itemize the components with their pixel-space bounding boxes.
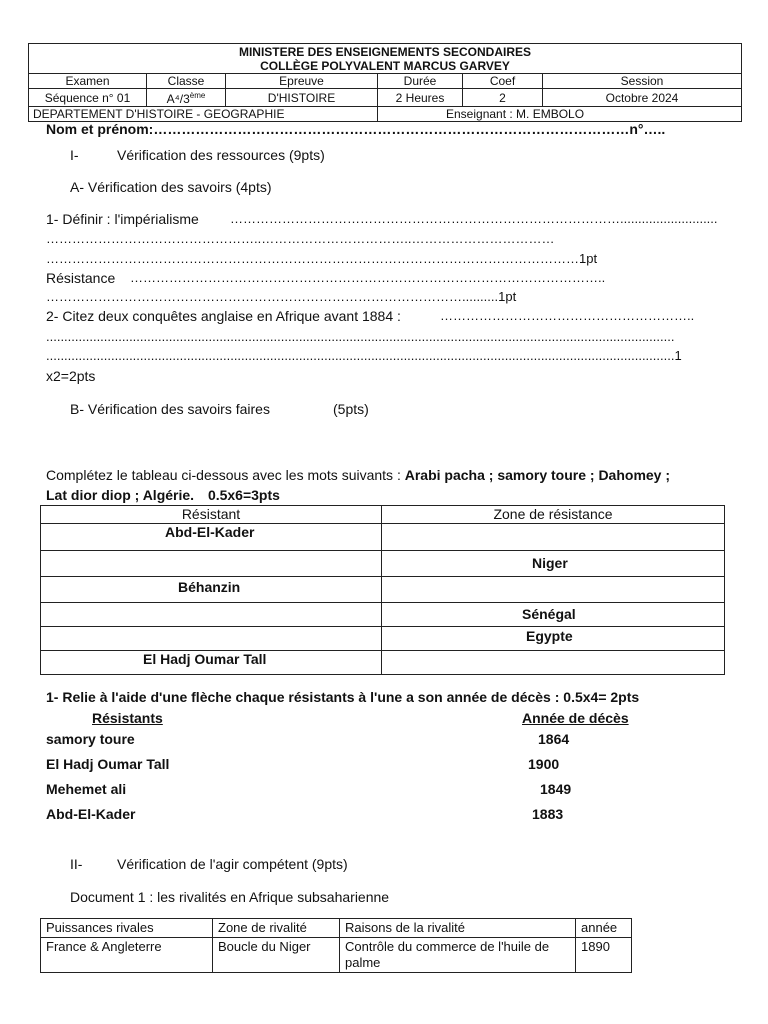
resistance-table	[40, 505, 725, 675]
college-title: COLLÈGE POLYVALENT MARCUS GARVEY	[260, 58, 510, 73]
table-cell: Sénégal	[382, 603, 725, 627]
instruction-label: Complétez le tableau ci-dessous avec les mots suivants :	[46, 467, 401, 483]
question2-label: 2- Citez deux conquêtes anglaise en Afrique avant 1884 :	[46, 308, 401, 324]
header-table	[28, 43, 742, 122]
header-val-classe	[147, 89, 226, 107]
table-cell: Béhanzin	[41, 577, 382, 603]
word-list-line2: Lat dior diop ; Algérie.	[46, 487, 195, 503]
question2-points: x2=2pts	[46, 368, 96, 384]
header-department-row	[29, 107, 742, 122]
resistance-table-header	[41, 506, 725, 524]
table-cell: France & Angleterre	[41, 938, 213, 973]
question2-answer-dots[interactable]: …………………………………………………..	[440, 308, 695, 323]
header-val-coef: 2	[463, 89, 543, 107]
resistance-answer-line-2[interactable]: ……………………………………………………………………………………..........1pt	[46, 289, 517, 304]
table-row	[41, 603, 725, 627]
table-cell-empty[interactable]	[382, 651, 725, 675]
header-val-epreuve: D'HISTOIRE	[226, 89, 378, 107]
table-row	[41, 651, 725, 675]
relie-title: 1- Relie à l'aide d'une flèche chaque résistants à l'une a son année de décès : 0.5x4= 2pts	[46, 689, 640, 705]
relie-year[interactable]: 1883	[532, 806, 564, 822]
question2-answer-line-2[interactable]: ..............................................................................................................................................................................1	[46, 348, 682, 363]
rivalry-header-year: année	[576, 919, 632, 938]
header-col-session: Session	[543, 74, 742, 89]
table-cell-empty[interactable]	[382, 577, 725, 603]
section1-title: Vérification des ressources (9pts)	[117, 147, 325, 163]
relie-year[interactable]: 1900	[528, 756, 560, 772]
word-list-line2-wrap	[46, 487, 280, 503]
header-col-epreuve: Epreuve	[226, 74, 378, 89]
header-values-row	[29, 89, 742, 107]
table-cell-empty[interactable]	[382, 524, 725, 551]
relie-right-header: Année de décès	[522, 710, 629, 726]
question1-answer-line-3[interactable]: ……………………………………………………………………………………………………………1pt	[46, 251, 598, 266]
name-field-line[interactable]: Nom et prénom:…………………………………………………………………………………………n°…..	[46, 121, 666, 137]
section2-title: Vérification de l'agir compétent (9pts)	[117, 856, 348, 872]
header-col-examen: Examen	[29, 74, 147, 89]
header-val-examen: Séquence n° 01	[29, 89, 147, 107]
table-cell: Egypte	[382, 627, 725, 651]
ministry-title: MINISTERE DES ENSEIGNEMENTS SECONDAIRES	[238, 44, 532, 59]
header-val-duree: 2 Heures	[378, 89, 463, 107]
table-row	[41, 577, 725, 603]
rivalry-header-reasons: Raisons de la rivalité	[340, 919, 576, 938]
table-cell-empty[interactable]	[41, 603, 382, 627]
table-cell: Boucle du Niger	[213, 938, 340, 973]
table-row	[41, 627, 725, 651]
question1-answer-line-1[interactable]: ………………………………………………………………………………...........................	[230, 211, 718, 226]
table-row	[41, 938, 632, 973]
section2-number: II-	[70, 856, 83, 872]
header-institution	[29, 44, 742, 74]
relie-name[interactable]: El Hadj Oumar Tall	[46, 756, 170, 772]
table-row	[41, 524, 725, 551]
resistance-label: Résistance	[46, 270, 116, 286]
rivalry-table-header	[41, 919, 632, 938]
relie-name[interactable]: samory toure	[46, 731, 135, 747]
class-value: A⁴/3	[166, 92, 190, 106]
table-cell: Niger	[382, 551, 725, 577]
header-zone: Zone de résistance	[382, 506, 725, 524]
relie-year[interactable]: 1864	[538, 731, 570, 747]
class-sup: ème	[189, 91, 206, 100]
table-cell: Contrôle du commerce de l'huile de palme	[340, 938, 576, 973]
word-list-points: 0.5x6=3pts	[207, 487, 280, 503]
question2-answer-line-1[interactable]: ..............................................................................................................................................................................	[46, 329, 675, 344]
department-label: DEPARTEMENT D'HISTOIRE - GEOGRAPHIE	[29, 107, 378, 122]
table-cell: Abd-El-Kader	[41, 524, 382, 551]
resistance-answer-line-1[interactable]: ………………………………………………………………………………………………..	[130, 270, 606, 285]
header-col-coef: Coef	[463, 74, 543, 89]
word-list-line1: Arabi pacha ; samory toure ; Dahomey ;	[404, 467, 671, 483]
rivalry-table	[40, 918, 632, 973]
header-col-duree: Durée	[378, 74, 463, 89]
table-cell-empty[interactable]	[41, 551, 382, 577]
teacher-label: Enseignant : M. EMBOLO	[378, 107, 742, 122]
relie-name[interactable]: Mehemet ali	[46, 781, 127, 797]
header-columns-row	[29, 74, 742, 89]
table-cell: El Hadj Oumar Tall	[41, 651, 382, 675]
header-resistant: Résistant	[41, 506, 382, 524]
table-row	[41, 551, 725, 577]
header-col-classe: Classe	[147, 74, 226, 89]
header-val-session: Octobre 2024	[543, 89, 742, 107]
table-cell: 1890	[576, 938, 632, 973]
question1-answer-line-2[interactable]: …………………………………………..……………………………..……………………………	[46, 231, 555, 246]
instruction-text	[46, 467, 670, 483]
question1-label: 1- Définir : l'impérialisme	[46, 211, 199, 227]
rivalry-header-zone: Zone de rivalité	[213, 919, 340, 938]
partB-points: (5pts)	[333, 401, 369, 417]
relie-year[interactable]: 1849	[540, 781, 572, 797]
document1-title: Document 1 : les rivalités en Afrique subsaharienne	[70, 889, 390, 905]
table-cell-empty[interactable]	[41, 627, 382, 651]
partA-title: A- Vérification des savoirs (4pts)	[70, 179, 272, 195]
relie-name[interactable]: Abd-El-Kader	[46, 806, 136, 822]
partB-title: B- Vérification des savoirs faires	[70, 401, 270, 417]
relie-left-header: Résistants	[92, 710, 163, 726]
rivalry-header-powers: Puissances rivales	[41, 919, 213, 938]
section1-number: I-	[70, 147, 79, 163]
